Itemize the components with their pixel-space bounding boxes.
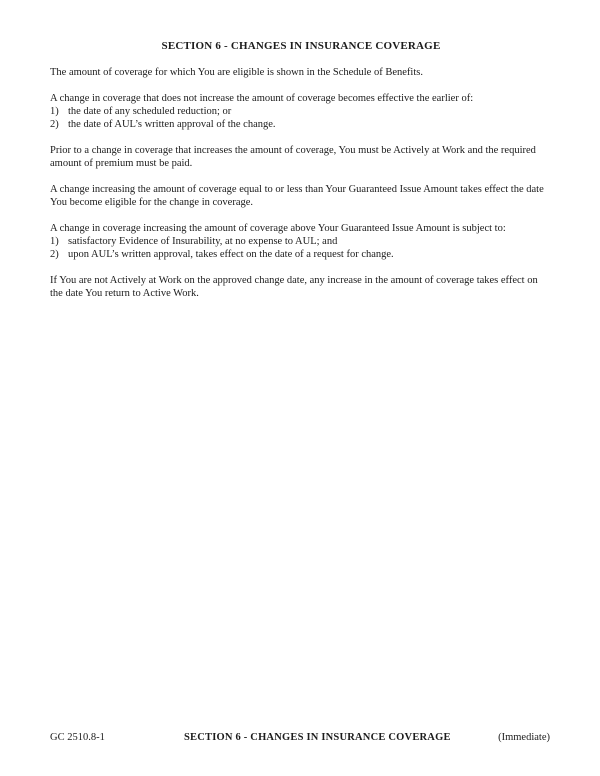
footer-section-title: SECTION 6 - CHANGES IN INSURANCE COVERAGE — [184, 732, 451, 743]
numbered-list-above-guaranteed-issue — [50, 235, 552, 261]
list-item — [50, 248, 552, 261]
list-item-text: satisfactory Evidence of Insurability, at no expense to AUL; and — [68, 236, 338, 247]
page-footer — [50, 731, 552, 745]
list-item — [50, 105, 552, 118]
footer-form-number: GC 2510.8-1 — [50, 732, 105, 743]
list-item-number: 1) — [50, 106, 59, 117]
paragraph-not-actively-at-work: If You are not Actively at Work on the approved change date, any increase in the amount of coverage takes effect on the date You return to Active Work. — [50, 275, 538, 299]
list-item — [50, 118, 552, 131]
section-title: SECTION 6 - CHANGES IN INSURANCE COVERAGE — [161, 40, 441, 52]
list-item-number: 2) — [50, 119, 59, 130]
list-item — [50, 235, 552, 248]
paragraph-schedule-of-benefits: The amount of coverage for which You are eligible is shown in the Schedule of Benefits. — [50, 67, 423, 78]
paragraph-equal-or-less-guaranteed-issue: A change increasing the amount of coverage equal to or less than Your Guaranteed Issue Amount takes effect the date You become eligible for the change in coverage. — [50, 184, 544, 208]
paragraph-no-increase-intro: A change in coverage that does not increase the amount of coverage becomes effective the earlier of: — [50, 93, 474, 104]
footer-effective-label: (Immediate) — [498, 732, 550, 743]
list-item-text: upon AUL’s written approval, takes effect on the date of a request for change. — [68, 249, 394, 260]
numbered-list-no-increase — [50, 105, 552, 131]
paragraph-actively-at-work-requirement: Prior to a change in coverage that increases the amount of coverage, You must be Actively at Work and the required amount of premium must be paid. — [50, 145, 536, 169]
list-item-number: 1) — [50, 236, 59, 247]
list-item-number: 2) — [50, 249, 59, 260]
list-item-text: the date of AUL’s written approval of the change. — [68, 119, 276, 130]
list-item-text: the date of any scheduled reduction; or — [68, 106, 232, 117]
paragraph-above-guaranteed-issue-intro: A change in coverage increasing the amount of coverage above Your Guaranteed Issue Amount is subject to: — [50, 223, 506, 234]
